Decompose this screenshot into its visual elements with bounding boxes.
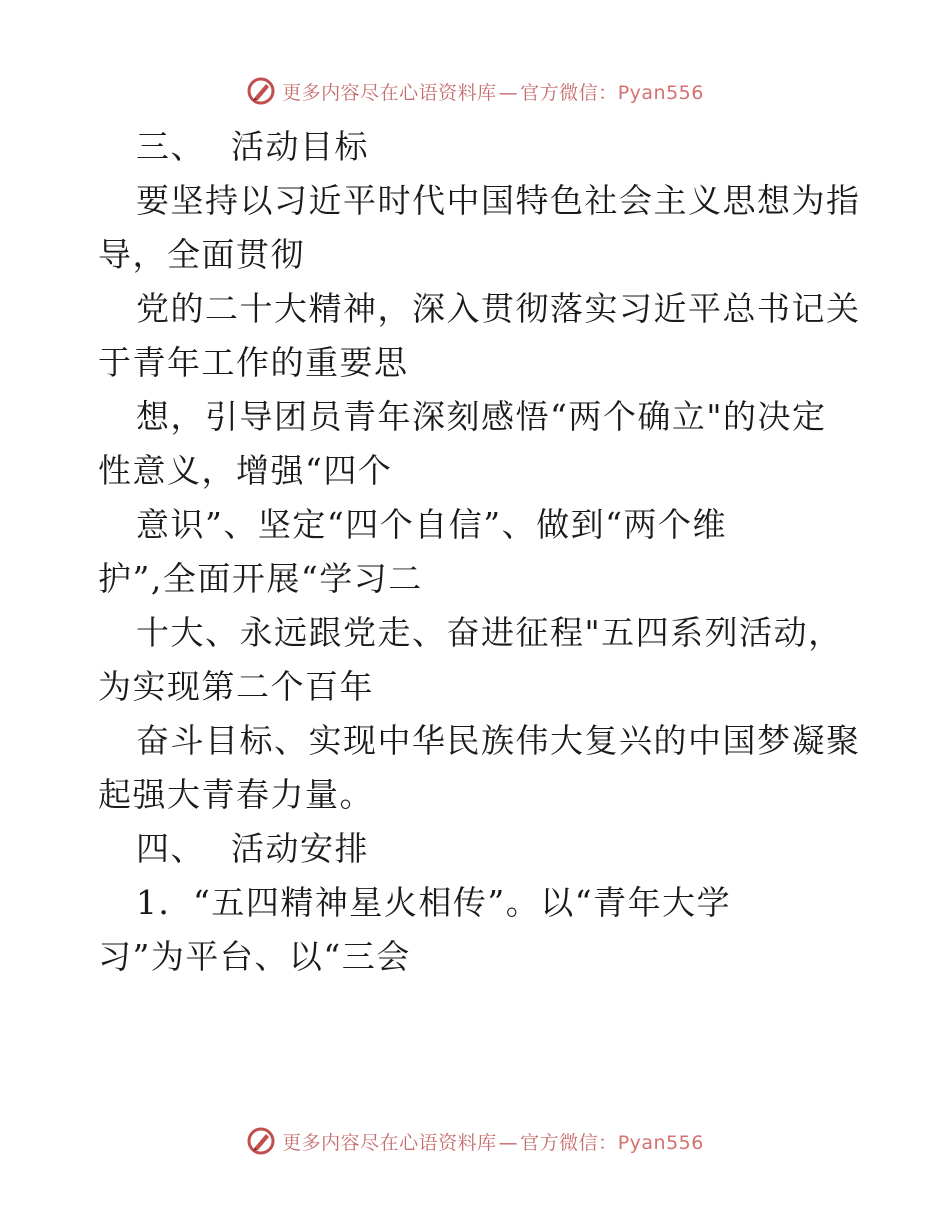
paragraph-line: 起强大青春力量。	[98, 775, 374, 814]
paragraph-line: 性意义，增强“四个	[98, 451, 393, 490]
section-heading-3: 三、 活动目标	[136, 127, 369, 166]
paragraph-line: 习”为平台、以“三会	[98, 937, 411, 976]
header-watermark	[0, 71, 950, 111]
paragraph-line: 1．“五四精神星火相传”。以“青年大学	[136, 883, 732, 922]
paragraph-line: 护”,全面开展“学习二	[98, 559, 423, 598]
paragraph-line: 奋斗目标、实现中华民族伟大复兴的中国梦凝聚	[136, 721, 861, 760]
section-heading-4: 四、 活动安排	[136, 829, 369, 868]
pen-logo-icon	[246, 76, 276, 106]
document-body	[98, 120, 861, 984]
paragraph-line: 为实现第二个百年	[98, 667, 374, 706]
paragraph-line: 想，引导团员青年深刻感悟“两个确立"的决定	[136, 397, 827, 436]
pen-logo-icon	[246, 1126, 276, 1156]
watermark-text: 更多内容尽在心语资料库 — 官方微信：Pyan556	[282, 1131, 704, 1154]
paragraph-line: 导，全面贯彻	[98, 235, 305, 274]
paragraph-line: 十大、永远跟党走、奋进征程"五四系列活动，	[136, 613, 843, 652]
paragraph-line: 意识”、坚定“四个自信”、做到“两个维	[136, 505, 727, 544]
watermark-text: 更多内容尽在心语资料库 — 官方微信：Pyan556	[282, 81, 704, 104]
paragraph-line: 党的二十大精神，深入贯彻落实习近平总书记关	[136, 289, 861, 328]
paragraph-line: 要坚持以习近平时代中国特色社会主义思想为指	[136, 181, 861, 220]
paragraph-line: 于青年工作的重要思	[98, 343, 409, 382]
footer-watermark	[0, 1121, 950, 1161]
